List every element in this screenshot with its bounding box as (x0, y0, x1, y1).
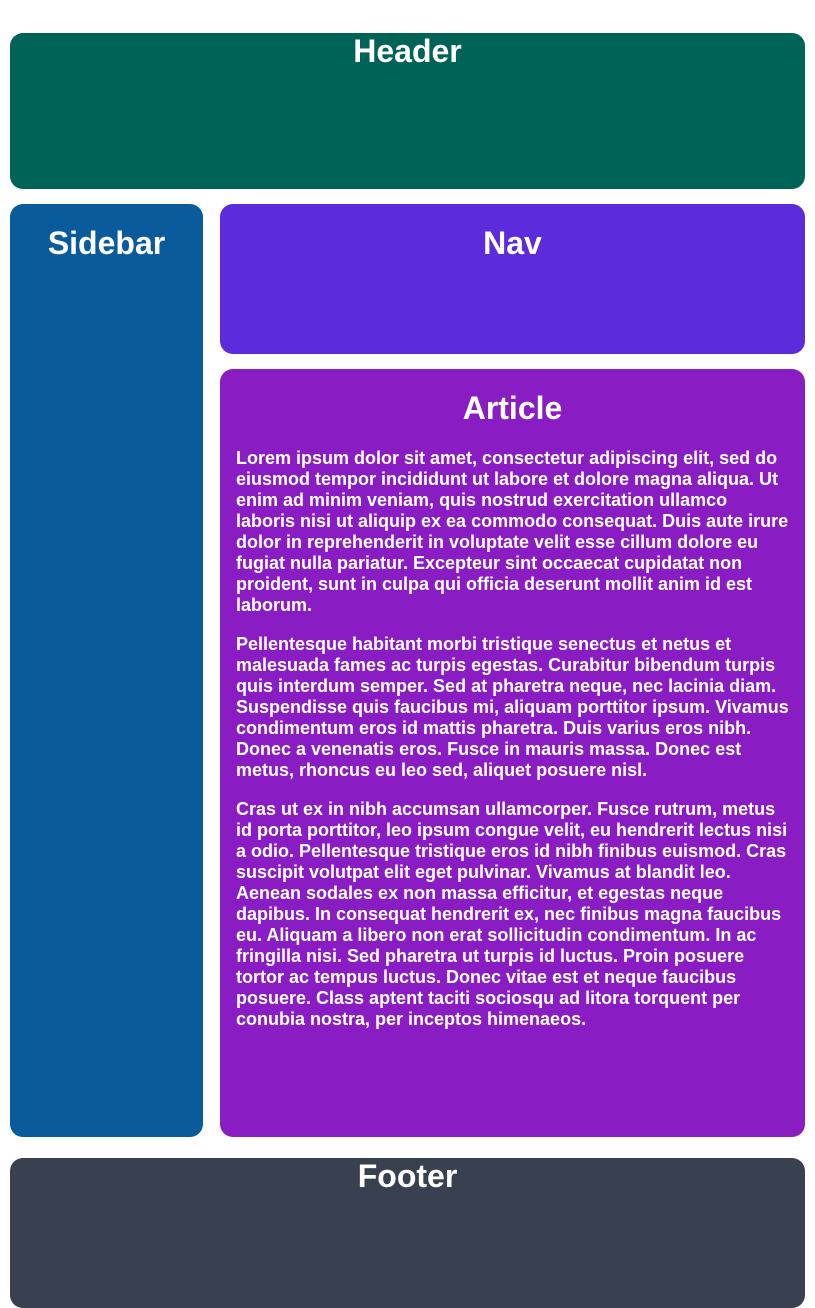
middle-row (10, 204, 805, 1137)
sidebar-title: Sidebar (47, 225, 166, 261)
main-column (220, 204, 805, 1137)
article-paragraph-3: Cras ut ex in nibh accumsan ullamcorper. Fusce rutrum, metus id porta porttitor, leo ipsum congue velit, eu hendrerit lectus nisi a odio. Pellentesque tristique eros id nibh finibus euismod. Cras suscipit volutpat elit eget pulvinar. Vivamus at blandit leo. Aenean sodales ex non massa efficitur, et egestas neque dapibus. In consequat hendrerit ex, nec finibus magna faucibus eu. Aliquam a libero non erat sollicitudin condimentum. In ac fringilla nisi. Sed pharetra ut turpis id luctus. Proin posuere tortor ac tempus luctus. Donec vitae est et neque faucibus posuere. Class aptent taciti sociosqu ad litora torquent per conubia nostra, per inceptos himenaeos. (236, 799, 788, 1029)
article-title: Article (462, 390, 563, 426)
article-paragraph-1: Lorem ipsum dolor sit amet, consectetur adipiscing elit, sed do eiusmod tempor incididunt ut labore et dolore magna aliqua. Ut enim ad minim veniam, quis nostrud exercitation ullamco laboris nisi ut aliquip ex ea commodo consequat. Duis aute irure dolor in reprehenderit in voluptate velit esse cillum dolore eu fugiat nulla pariatur. Excepteur sint occaecat cupidatat non proident, sunt in culpa qui officia deserunt mollit anim id est laborum. (236, 448, 789, 615)
footer-region (10, 1158, 805, 1308)
article-paragraph-2: Pellentesque habitant morbi tristique senectus et netus et malesuada fames ac turpis egestas. Curabitur bibendum turpis quis interdum semper. Sed at pharetra neque, nec lacinia diam. Suspendisse quis faucibus mi, aliquam porttitor ipsum. Vivamus condimentum eros id mattis pharetra. Duis varius eros nibh. Donec a venenatis eros. Fusce in mauris massa. Donec est metus, rhoncus eu leo sed, aliquet posuere nisl. (236, 634, 789, 780)
nav-region (220, 204, 805, 354)
sidebar-region (10, 204, 203, 1137)
nav-title: Nav (483, 225, 542, 261)
footer-title: Footer (357, 1158, 458, 1194)
header-region (10, 33, 805, 189)
article-region (220, 369, 805, 1137)
header-title: Header (353, 33, 462, 69)
